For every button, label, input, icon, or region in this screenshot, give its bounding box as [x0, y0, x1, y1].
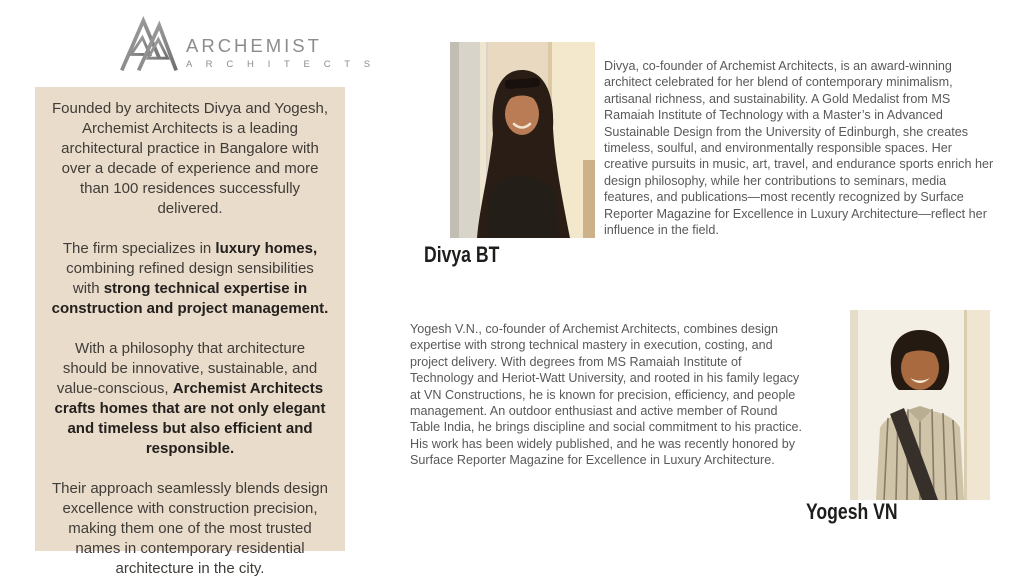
yogesh-portrait-photo [850, 310, 990, 500]
logo [118, 16, 376, 74]
yogesh-bio-text: Yogesh V.N., co-founder of Archemist Architects, combines design expertise with strong technical mastery in execution, costing, and project delivery. With degrees from MS Ramaiah Institute of Technology and Heriot-Watt University, and rooted in his family legacy at VN Constructions, he is known for precision, efficiency, and people management. An outdoor enthusiast and active member of Round Table India, he brings discipline and social commitment to his practice. His work has been widely published, and he was recently honored by Surface Reporter Magazine for Excellence in Luxury Architecture. [410, 322, 802, 468]
divya-portrait-photo [450, 42, 595, 238]
logo-text [186, 37, 376, 69]
logo-title: ARCHEMIST [186, 35, 322, 56]
intro-paragraph: Founded by architects Divya and Yogesh, Archemist Architects is a leading architectural practice in Bangalore with over a decade of experience and more than 100 residences successfully delivered. [51, 100, 328, 217]
archemist-monogram-icon [118, 16, 178, 74]
divya-name-caption: Divya BT [424, 242, 500, 267]
yogesh-name-caption: Yogesh VN [806, 499, 898, 524]
divya-bio-text: Divya, co-founder of Archemist Architects, is an award-winning architect celebrated for her blend of contemporary minimalism, artisanal richness, and sustainability. A Gold Medalist from MS Ramaiah Institute of Technology with a Master’s in Advanced Sustainable Design from the University of Edinburgh, she creates timeless, soulful, and environmentally responsible spaces. Her creative pursuits in music, art, travel, and endurance sports enrich her design philosophy, while her contributions to seminars, media features, and publications—most recently recognized by Surface Reporter Magazine for Excellence in Luxury Architecture—reflect her influence in the field. [604, 59, 994, 238]
intro-paragraph: The firm specializes in luxury homes, combining refined design sensibilities with strong technical expertise in construction and project management. [51, 240, 329, 317]
intro-paragraph: With a philosophy that architecture should be innovative, sustainable, and value-conscious, Archemist Architects crafts homes that are not only elegant and timeless but also efficient and responsible. [54, 340, 326, 457]
intro-paragraph: Their approach seamlessly blends design excellence with construction precision, making them one of the most trusted names in contemporary residential architecture in the city. [52, 480, 328, 577]
intro-box [35, 87, 345, 577]
logo-subtitle: A R C H I T E C T S [186, 58, 376, 70]
